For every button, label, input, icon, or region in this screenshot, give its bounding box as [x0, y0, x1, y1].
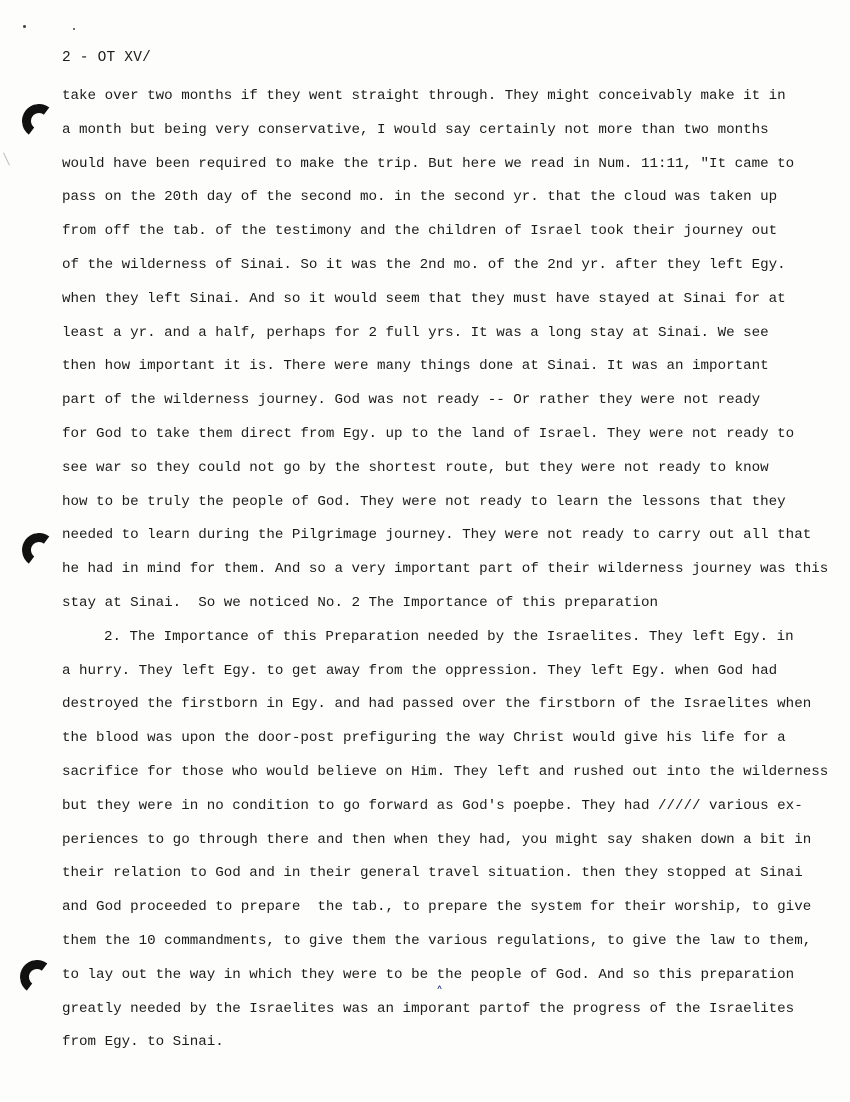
text-line: of the wilderness of Sinai. So it was the 2nd mo. of the 2nd yr. after they left Egy. — [62, 256, 786, 273]
paragraph-2 — [62, 621, 832, 1060]
text-line: and God proceeded to prepare the tab., to prepare the system for their worship, to give — [62, 899, 812, 916]
text-line: sacrifice for those who would believe on Him. They left and rushed out into the wilderness — [62, 763, 829, 780]
text-line: a hurry. They left Egy. to get away from the oppression. They left Egy. when God had — [62, 662, 778, 679]
text-line: from off the tab. of the testimony and the children of Israel took their journey out — [62, 223, 778, 240]
text-line: when they left Sinai. And so it would seem that they must have stayed at Sinai for at — [62, 290, 786, 307]
text-line: them the 10 commandments, to give them the various regulations, to give the law to them, — [62, 932, 812, 949]
handwritten-insertion-mark: ˄ — [436, 985, 443, 1001]
margin-mark — [3, 152, 10, 165]
text-line: see war so they could not go by the shortest route, but they were not ready to know — [62, 459, 769, 476]
text-line: to lay out the way in which they were to be the people of God. And so this preparation — [62, 966, 795, 983]
text-line: destroyed the firstborn in Egy. and had passed over the firstborn of the Israelites when — [62, 696, 812, 713]
document-body — [62, 80, 832, 1060]
text-line: periences to go through there and then when they had, you might say shaken down a bit in — [62, 831, 812, 848]
text-line: a month but being very conservative, I would say certainly not more than two months — [62, 121, 769, 138]
text-line: stay at Sinai. So we noticed No. 2 The Importance of this preparation — [62, 594, 658, 611]
paper-speck — [73, 28, 75, 30]
binder-hole-middle — [20, 531, 58, 569]
text-line: needed to learn during the Pilgrimage journey. They were not ready to carry out all that — [62, 527, 812, 544]
text-line: least a yr. and a half, perhaps for 2 full yrs. It was a long stay at Sinai. We see — [62, 324, 769, 341]
text-line: part of the wilderness journey. God was not ready -- Or rather they were not ready — [62, 392, 761, 409]
binder-hole-bottom — [18, 958, 56, 996]
text-line: from Egy. to Sinai. — [62, 1034, 224, 1051]
paragraph-1 — [62, 80, 832, 621]
binder-hole-top — [20, 102, 58, 140]
text-line: greatly needed by the Israelites was an imporant partof the progress of the Israelites — [62, 1000, 795, 1017]
text-line: for God to take them direct from Egy. up to the land of Israel. They were not ready to — [62, 425, 795, 442]
text-line: how to be truly the people of God. They were not ready to learn the lessons that they — [62, 493, 786, 510]
text-line: pass on the 20th day of the second mo. in the second yr. that the cloud was taken up — [62, 189, 778, 206]
page-header: 2 - OT XV/ — [62, 50, 152, 66]
text-line: he had in mind for them. And so a very important part of their wilderness journey was this — [62, 561, 829, 578]
text-line: their relation to God and in their general travel situation. then they stopped at Sinai — [62, 865, 803, 882]
text-line: the blood was upon the door-post prefiguring the way Christ would give his life for a — [62, 730, 786, 747]
text-line: 2. The Importance of this Preparation needed by the Israelites. They left Egy. in — [104, 628, 794, 645]
text-line: take over two months if they went straight through. They might conceivably make it in — [62, 88, 786, 104]
text-line: but they were in no condition to go forward as God's poepbe. They had ///// various ex- — [62, 797, 803, 814]
text-line: then how important it is. There were many things done at Sinai. It was an important — [62, 358, 769, 375]
text-line: would have been required to make the trip. But here we read in Num. 11:11, "It came to — [62, 155, 795, 172]
paper-speck — [23, 25, 26, 28]
